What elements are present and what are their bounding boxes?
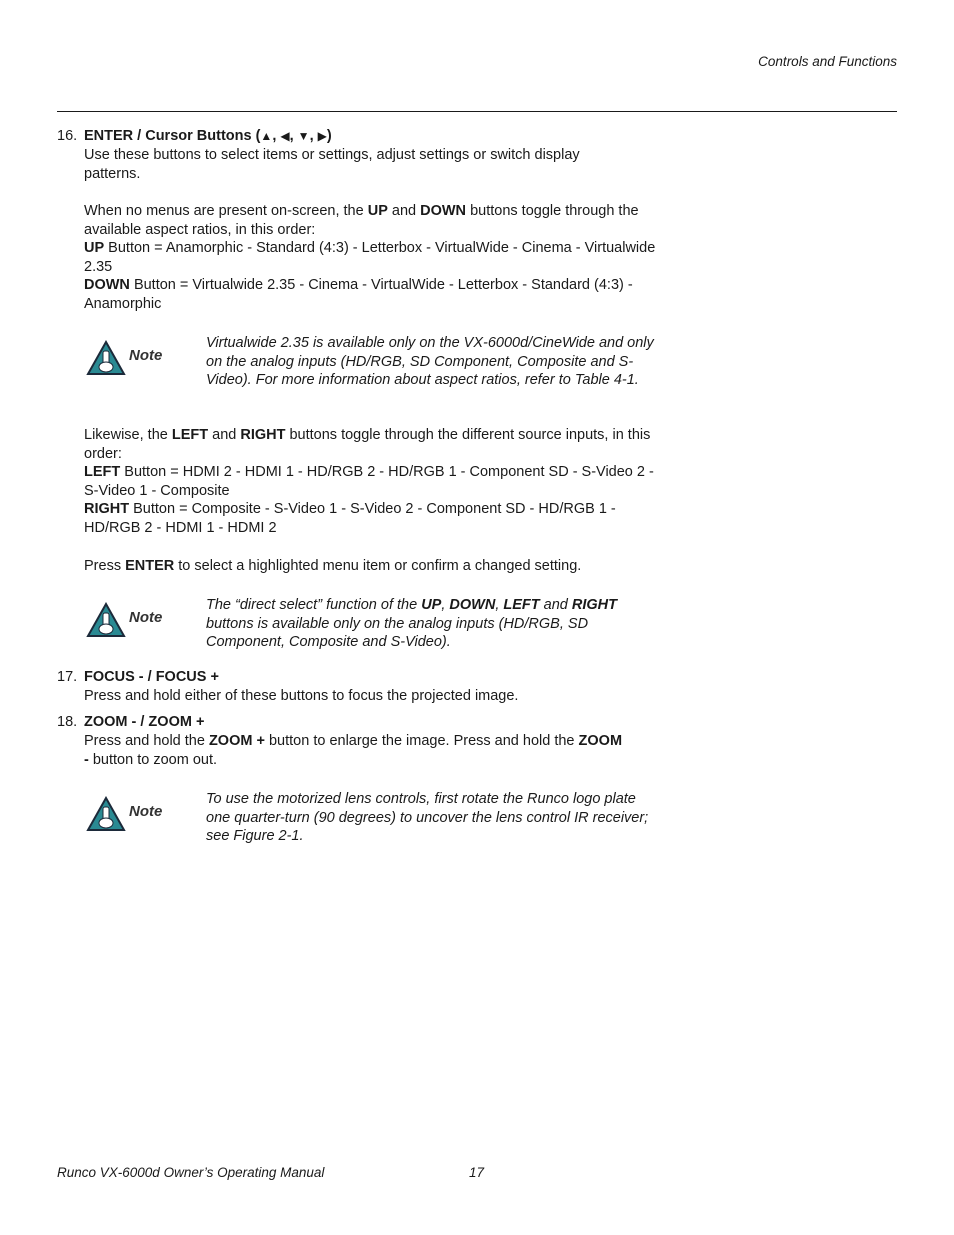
running-header: Controls and Functions [758,54,897,69]
down-button-sequence: DOWN Button = Virtualwide 2.35 - Cinema - VirtualWide - Letterbox - Standard (4:3) - Anamorphic [84,277,633,312]
item16-enter-text: Press ENTER to select a highlighted menu item or confirm a changed setting. [84,558,582,574]
item17-text: Press and hold either of these buttons to focus the projected image. [84,688,519,704]
note-text: To use the motorized lens controls, first rotate the Runco logo plate one quarter-turn (90 degrees) to uncover the lens control IR receiver; see Figure 2-1. [206,791,649,845]
item-number-18: 18. [57,714,78,730]
item18-text: Press and hold the ZOOM + button to enlarge the image. Press and hold the ZOOM - button to zoom out. [84,733,623,768]
note-text: The “direct select” function of the UP, DOWN, LEFT and RIGHT buttons is available only on the analog inputs (HD/RGB, SD Component, Composite and S-Video). [206,597,617,651]
up-arrow-icon: ▲ [260,129,273,143]
item-heading-16: ENTER / Cursor Buttons (▲, ◀, ▼, ▶) [84,128,332,144]
item-heading-18: ZOOM - / ZOOM + [84,714,205,730]
item-number-17: 17. [57,669,78,685]
footer-manual-title: Runco VX-6000d Owner’s Operating Manual [57,1165,325,1180]
page-number: 17 [469,1165,485,1180]
right-arrow-icon: ▶ [317,129,327,143]
left-arrow-icon: ◀ [280,129,290,143]
item16-aspect-ratio-text: When no menus are present on-screen, the UP and DOWN buttons toggle through the available aspect ratios, in this order: UP Button = Anamorphic - Standard (4:3) - Letterbox - VirtualWide - Cinema - Virtualwide 2.35 DOWN Button = Virtualwide 2.35 - Cinema - VirtualWide - Letterbox - Standard (4:3) - Anamorphic [84,202,659,314]
left-button-sequence: LEFT Button = HDMI 2 - HDMI 1 - HD/RGB 2 - HD/RGB 1 - Component SD - S-Video 2 - S-Video 1 - Composite [84,464,654,499]
item-number-16: 16. [57,128,78,144]
note-pointing-hand-icon [86,340,126,376]
note-pointing-hand-icon [86,602,126,638]
item16-source-text: Likewise, the LEFT and RIGHT buttons toggle through the different source inputs, in this order: LEFT Button = HDMI 2 - HDMI 1 - HD/RGB 2 - HD/RGB 1 - Component SD - S-Video 2 - S-Video 1 - Composite RIGHT Button = Composite - S-Video 1 - S-Video 2 - Component SD - HD/RGB 1 - HD/RGB 2 - HDMI 1 - HDMI 2 [84,426,659,538]
note-label: Note [129,347,163,364]
down-arrow-icon: ▼ [297,129,310,143]
note-label: Note [129,609,163,626]
item16-intro: Use these buttons to select items or settings, adjust settings or switch display patterns. [84,147,580,182]
header-rule [57,111,897,112]
note-text: Virtualwide 2.35 is available only on the VX-6000d/CineWide and only on the analog inputs (HD/RGB, SD Component, Composite and S-Video). For more information about aspect ratios, refer to Table 4-1. [206,335,654,389]
note-label: Note [129,803,163,820]
right-button-sequence: RIGHT Button = Composite - S-Video 1 - S-Video 2 - Component SD - HD/RGB 1 - HD/RGB 2 - HDMI 1 - HDMI 2 [84,501,616,536]
item-heading-17: FOCUS - / FOCUS + [84,669,219,685]
note-pointing-hand-icon [86,796,126,832]
up-button-sequence: UP Button = Anamorphic - Standard (4:3) - Letterbox - VirtualWide - Cinema - Virtualwide 2.35 [84,240,656,275]
